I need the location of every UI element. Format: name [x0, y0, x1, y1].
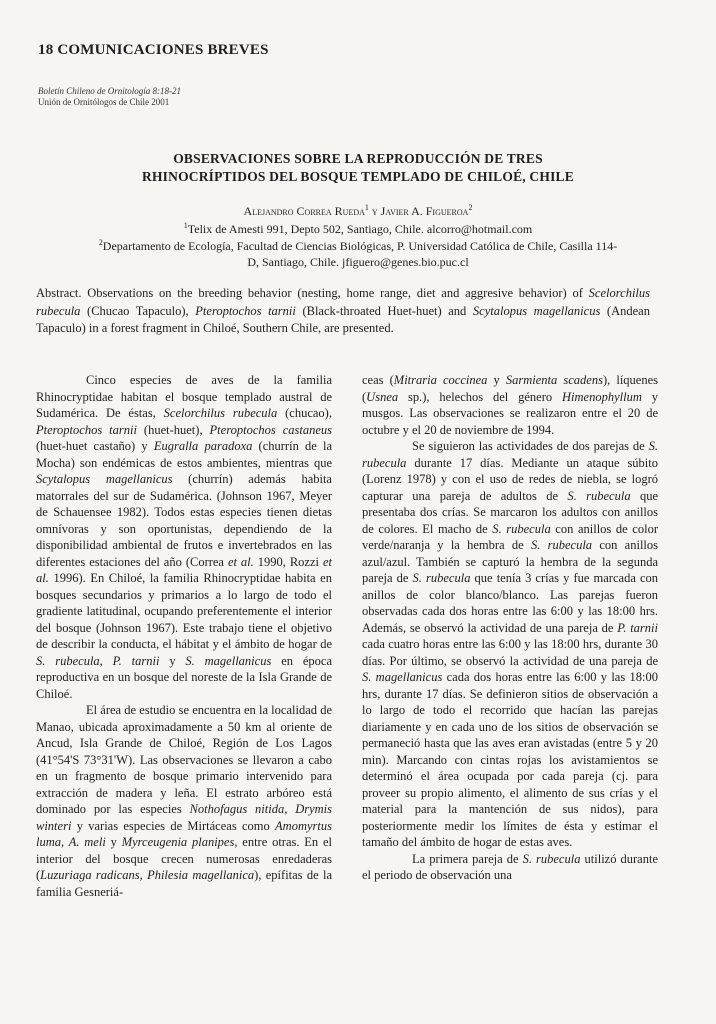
text: y varias especies de Mirtáceas como [71, 818, 276, 833]
species-name: S. rubecula [522, 851, 581, 866]
species-name: Pteroptochos tarnii [36, 422, 137, 437]
text: La primera pareja de [412, 851, 523, 866]
text: con anillos azul/azul. También se capturó la hembra de la segunda pareja de [362, 538, 659, 585]
paragraph-results-start [362, 851, 658, 884]
species-name: P. tarnii [617, 620, 658, 635]
text: Cinco especies de aves de la familia Rhinocryptidae habitan el bosque templado austral de Sudamérica. De éstas, [36, 373, 332, 420]
text: 1996). En Chiloé, la familia Rhinocryptidae habita en bosques secundarios y primarios a lo largo de todo el gradiente latitudinal, ocupando preferentemente el interior del bosque (Johnson 1967). Este trabajo tiene el objetivo de describir la conducta, el hábitat y el ámbito de hogar de [36, 571, 332, 651]
text: en época reproductiva en un bosque del noreste de la Isla Grande de Chiloé. [36, 653, 332, 701]
abstract-text: (Andean Tapaculo) in a forest fragment in Chiloé, Southern Chile, are presented. [36, 303, 650, 335]
text: y [159, 653, 186, 668]
species-name: Scelorchilus rubecula [36, 286, 650, 318]
affiliations [30, 221, 686, 271]
species-name: S. magellanicus [362, 670, 443, 684]
text: ), líquenes ( [362, 373, 659, 404]
text: utilizó durante el periodo de observación una [362, 851, 658, 882]
species-name: S. magellanicus [185, 653, 272, 668]
text: (huet-huet), [136, 422, 210, 437]
author-1-mark: 1 [364, 203, 369, 212]
species-name: S. rubecula [362, 439, 658, 470]
right-column [362, 372, 658, 884]
author-1: Alejandro Correa Rueda [243, 204, 365, 218]
affil-1-mark: 1 [183, 221, 188, 230]
text: (huet-huet castaño) y [36, 439, 154, 453]
species-name: Himenophyllum [562, 389, 642, 404]
text: (chucao), [277, 406, 332, 420]
abstract-text: Abstract. Observations on the breeding behavior (nesting, home range, diet and aggresive behavior) of [36, 286, 589, 300]
species-name: S. rubecula [412, 571, 471, 585]
abstract [36, 285, 650, 338]
text: que tenía 3 crías y fue marcada con anillos de color blanco/blanco. Las parejas fueron observadas cada dos horas entre las 6:00 y las 18:00 hrs. Además, se observó la actividad de una pareja de [362, 571, 659, 635]
paragraph-continued [362, 372, 658, 438]
paragraph-study-area [36, 702, 332, 900]
left-column [36, 372, 332, 900]
text: y [487, 373, 506, 387]
journal-line-2: Unión de Ornitólogos de Chile 2001 [38, 97, 170, 107]
text: (churrín) además habita matorrales del sur de Sudamérica. (Johnson 1967, Meyer de Schauensee 1982). Todos estas especies tienen dietas omnívoras y son oportunistas, dependiendo de la disponibilidad ambiental de frutos e invertebrados en las diferentes estaciones del año (Correa [36, 472, 332, 569]
species-name: Sarmienta scadens [505, 373, 603, 387]
abstract-text: (Chucao Tapaculo), [80, 303, 196, 318]
abstract-text: (Black-throated Huet-huet) and [295, 303, 473, 318]
species-name: Scytalopus magellanicus [472, 303, 601, 318]
text: y musgos. Las observaciones se realizaron entre el 20 de octubre y el 20 de noviembre de 1994. [362, 389, 658, 437]
species-name: Myrceugenia planipes [121, 835, 235, 849]
affil-1-text: Telix de Amesti 991, Depto 502, Santiago, Chile. alcorro@hotmail.com [187, 222, 533, 236]
species-name: Amomyrtus luma, A. meli [36, 818, 332, 849]
species-name: S. rubecula, P. tarnii [36, 653, 160, 668]
author-joiner: y [368, 204, 381, 218]
text: con anillos de color verde/naranja y la hembra de [362, 521, 658, 552]
species-name: S. rubecula [492, 521, 551, 536]
text: El área de estudio se encuentra en la localidad de Manao, ubicada aproximadamente a 50 km al oriente de Ancud, Isla Grande de Chiloé, Región de Los Lagos (41°54'S 73°31'W). Las observaciones se llevaron a cabo en un fragmento de bosque primario intervenido para extracción de madera y leña. El estrato arbóreo está dominado por las especies [36, 703, 332, 816]
author-2-mark: 2 [468, 203, 473, 212]
text: durante 17 días. Mediante un ataque súbito (Lorenz 1978) y con el uso de redes de niebla, se logró capturar una pareja de adultos de [362, 455, 658, 503]
species-name: S. rubecula [567, 488, 631, 503]
affil-2-mark: 2 [98, 237, 103, 247]
text: (churrín de la Mocha) son endémicas de estos ambientes, mientras que [36, 439, 333, 470]
text: cada dos horas entre las 6:00 y las 18:00 hrs, durante 17 días. Se definieron sitios de observación a lo largo de todo el recorrido que hacían las parejas diariamente y en cada uno de los sitios de observación se permaneció hasta que las aves eran avistadas (entre 5 y 20 min). Marcando con cintas rojas los avistamientos se determinó el área ocupada por cada pareja (cj. para proveer su propio alimento, el alimento de sus crías y el material para la mantención de sus nidos), para posteriormente medir los límites de ésta y estimar el tamaño del ámbito de hogar de estas aves. [362, 670, 658, 849]
species-name: Scytalopus magellanicus [36, 472, 173, 486]
text: 1990, Rozzi [253, 554, 323, 569]
author-2: Javier A. Figueroa [380, 204, 469, 218]
text: y [105, 835, 122, 849]
affiliation-2-cont: D, Santiago, Chile. jfiguero@genes.bio.puc.cl [247, 255, 469, 269]
author-line [30, 203, 686, 219]
species-name: Nothofagus nitida, Drymis winteri [36, 802, 332, 833]
text: sp.), helechos del género [398, 389, 563, 404]
running-head: 18 COMUNICACIONES BREVES [38, 42, 269, 58]
journal-citation [38, 86, 181, 108]
species-name: Luzuriaga radicans, Philesia magellanica [40, 868, 255, 882]
species-name: Pteroptochos castaneus [209, 422, 333, 437]
species-name: Usnea [366, 389, 399, 404]
title-line-1: OBSERVACIONES SOBRE LA REPRODUCCIÓN DE TRES [173, 151, 543, 166]
species-name: Scelorchilus rubecula [163, 406, 278, 420]
paragraph-methods [362, 438, 658, 851]
article-title [60, 150, 656, 186]
title-line-2: RHINOCRÍPTIDOS DEL BOSQUE TEMPLADO DE CHILOÉ, CHILE [142, 169, 574, 184]
text: Se siguieron las actividades de dos parejas de [412, 439, 649, 453]
species-name: Pteroptochos tarnii [195, 303, 296, 318]
text: que presentaba dos crías. Se marcaron los adultos con anillos de colores. El macho de [362, 488, 658, 536]
affiliation-1 [30, 221, 686, 238]
text: cada cuatro horas entre las 6:00 y las 18:00 hrs, durante 30 días. Por último, se observó la actividad de una pareja de [362, 637, 658, 668]
text: ), epífitas de la familia Gesneriá- [36, 868, 332, 899]
journal-line-1: Boletín Chileno de Ornitología 8:18-21 [38, 86, 181, 96]
species-name: Mitraria coccinea [393, 373, 488, 387]
affil-2-text-1: Departamento de Ecología, Facultad de Ciencias Biológicas, P. Universidad Católica de Chile, Casilla 114- [102, 238, 618, 253]
species-name: S. rubecula [530, 538, 593, 552]
paragraph-intro [36, 372, 332, 702]
text: , entre otras. En el interior del bosque crecen numerosas enredaderas ( [36, 835, 333, 882]
text: ceas ( [362, 373, 394, 387]
et-al: et al. [227, 554, 254, 569]
species-name: Eugralla paradoxa [153, 439, 253, 453]
affiliation-2 [30, 238, 686, 255]
et-al: et al. [36, 554, 332, 585]
